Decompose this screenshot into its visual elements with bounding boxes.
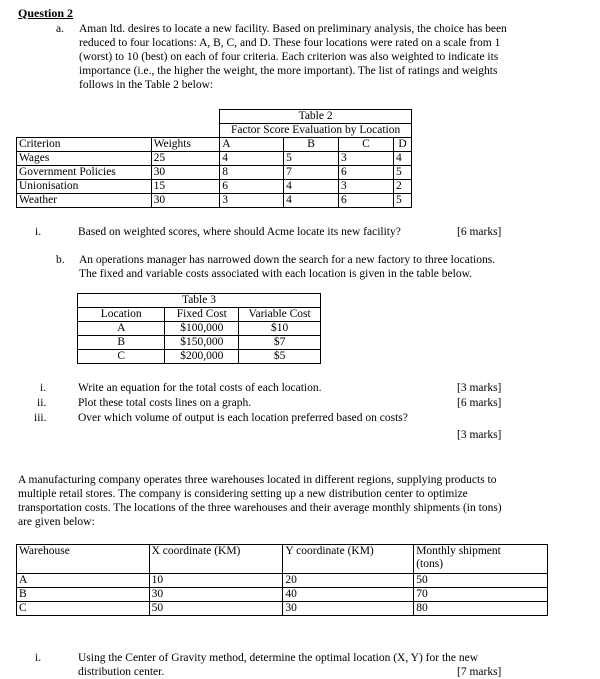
question-number: i.: [35, 226, 42, 238]
table-cell: 3: [339, 152, 394, 166]
table-cell: C: [17, 602, 150, 616]
table-row: [17, 166, 412, 180]
part-a-paragraph: [79, 22, 507, 92]
table-3-title: Table 3: [78, 294, 321, 308]
table-cell: 7: [284, 166, 339, 180]
table-cell: $150,000: [165, 336, 239, 350]
table-cell: 25: [151, 152, 220, 166]
table-cell: $200,000: [165, 350, 239, 364]
table-3-header-row: [78, 308, 321, 322]
header-cell: C: [339, 138, 394, 152]
header-cell: Weights: [151, 138, 220, 152]
header-cell: Y coordinate (KM): [283, 545, 414, 574]
header-cell: A: [220, 138, 284, 152]
table-row: [17, 588, 548, 602]
warehouse-table: [16, 544, 548, 616]
header-cell: [414, 545, 548, 574]
header-cell: Variable Cost: [239, 308, 321, 322]
marks-label: [7 marks]: [457, 666, 502, 678]
table-2-subtitle-row: [17, 124, 412, 138]
table-cell: Unionisation: [17, 180, 152, 194]
marks-label: [6 marks]: [457, 226, 502, 238]
table-cell: 5: [393, 194, 411, 208]
question-heading: Question 2: [18, 6, 74, 20]
question-text: Plot these total costs lines on a graph.: [78, 397, 252, 409]
table-cell: 6: [220, 180, 284, 194]
table-cell: 5: [284, 152, 339, 166]
table-cell: 4: [284, 194, 339, 208]
table-cell: 30: [151, 166, 220, 180]
table-3-title-row: [78, 294, 321, 308]
table-2-subtitle: Factor Score Evaluation by Location: [220, 124, 412, 138]
table-cell: 50: [149, 602, 283, 616]
header-line: (tons): [416, 558, 444, 570]
table-cell: 40: [283, 588, 414, 602]
table-3: [77, 293, 321, 364]
question-text: Write an equation for the total costs of each location.: [78, 382, 322, 394]
part-b-label: b.: [56, 254, 65, 266]
part-b-line: The fixed and variable costs associated with each location is given in the table below.: [79, 268, 472, 280]
part-a-line: (worst) to 10 (best) on each of four criteria. Each criterion was also weighted to indicate its: [79, 51, 499, 63]
paragraph-line: A manufacturing company operates three warehouses located in different regions, supplying products to: [18, 474, 497, 486]
table-cell: 6: [339, 166, 394, 180]
question-number: i.: [35, 652, 42, 664]
header-cell: Location: [78, 308, 165, 322]
question-text: [78, 651, 478, 679]
question-number: ii.: [37, 397, 47, 409]
question-line: Using the Center of Gravity method, determine the optimal location (X, Y) for the new: [78, 652, 479, 664]
table-cell: 30: [149, 588, 283, 602]
table-row: [17, 152, 412, 166]
paragraph-line: multiple retail stores. The company is considering setting up a new distribution center to optimize: [18, 488, 468, 500]
table-cell: 8: [220, 166, 284, 180]
header-cell: Warehouse: [17, 545, 150, 574]
table-2-title: Table 2: [220, 110, 412, 124]
table-row: [17, 602, 548, 616]
table-cell: 3: [339, 180, 394, 194]
part-a-line: Aman ltd. desires to locate a new facility. Based on preliminary analysis, the choice has been: [79, 23, 507, 35]
table-cell: Weather: [17, 194, 152, 208]
header-cell: B: [284, 138, 339, 152]
table-cell: 6: [339, 194, 394, 208]
table-2-header-row: [17, 138, 412, 152]
part-b-line: An operations manager has narrowed down the search for a new factory to three locations.: [79, 254, 496, 266]
header-line: Monthly shipment: [416, 545, 501, 557]
part-a-line: reduced to four locations: A, B, C, and D. These four locations were rated on a scale from 1: [79, 37, 501, 49]
table-row: [78, 322, 321, 336]
question-text: Based on weighted scores, where should Acme locate its new facility?: [78, 226, 401, 238]
header-cell: X coordinate (KM): [149, 545, 283, 574]
table-cell: $100,000: [165, 322, 239, 336]
table-cell: B: [78, 336, 165, 350]
table-cell: $7: [239, 336, 321, 350]
header-cell: Fixed Cost: [165, 308, 239, 322]
table-cell: 4: [393, 152, 411, 166]
header-cell: D: [393, 138, 411, 152]
marks-label: [3 marks]: [457, 429, 502, 441]
table-cell: 30: [151, 194, 220, 208]
table-cell: 4: [220, 152, 284, 166]
table-row: [17, 194, 412, 208]
table-cell: 5: [393, 166, 411, 180]
table-row: [17, 180, 412, 194]
table-cell: $5: [239, 350, 321, 364]
paragraph-line: are given below:: [18, 516, 95, 528]
part-a-label: a.: [56, 23, 64, 35]
part-b-paragraph: [79, 253, 495, 281]
table-2-title-row: [17, 110, 412, 124]
table-row: [17, 574, 548, 588]
table-cell: A: [78, 322, 165, 336]
part-a-line: follows in the Table 2 below:: [79, 79, 214, 91]
question-line: distribution center.: [78, 666, 165, 678]
table-cell: C: [78, 350, 165, 364]
table-cell: A: [17, 574, 150, 588]
marks-label: [6 marks]: [457, 397, 502, 409]
table-cell: 70: [414, 588, 548, 602]
table-cell: B: [17, 588, 150, 602]
table-row: [78, 336, 321, 350]
table-cell: 50: [414, 574, 548, 588]
table-cell: 20: [283, 574, 414, 588]
table-row: [78, 350, 321, 364]
question-number: i.: [40, 382, 47, 394]
table-cell: 3: [220, 194, 284, 208]
marks-label: [3 marks]: [457, 382, 502, 394]
question-number: iii.: [34, 412, 47, 424]
warehouse-paragraph: [18, 473, 502, 529]
table-cell: Wages: [17, 152, 152, 166]
table-cell: 30: [283, 602, 414, 616]
table-cell: 10: [149, 574, 283, 588]
part-a-line: importance (i.e., the higher the weight, the more important). The list of ratings and weights: [79, 65, 498, 77]
table-cell: 80: [414, 602, 548, 616]
paragraph-line: transportation costs. The locations of the three warehouses and their average monthly shipments (in tons): [18, 502, 502, 514]
table-cell: $10: [239, 322, 321, 336]
table-cell: 2: [393, 180, 411, 194]
table-2: [16, 109, 412, 208]
header-cell: Criterion: [17, 138, 152, 152]
question-text: Over which volume of output is each location preferred based on costs?: [78, 412, 408, 424]
table-cell: Government Policies: [17, 166, 152, 180]
table-cell: 15: [151, 180, 220, 194]
table-cell: 4: [284, 180, 339, 194]
warehouse-header-row: [17, 545, 548, 574]
